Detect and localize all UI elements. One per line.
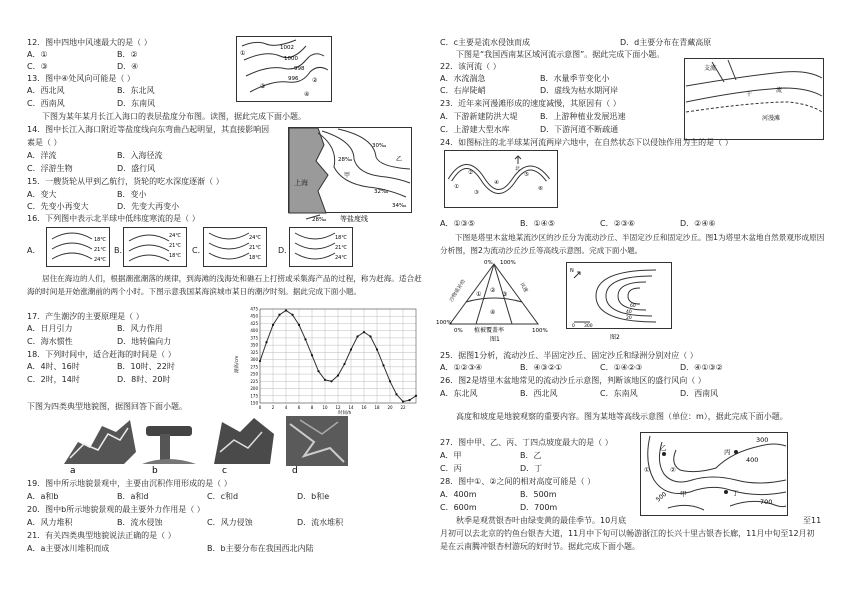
q25-D[interactable]: D．④①③②: [680, 363, 723, 372]
dune-caption: 图2: [610, 334, 620, 340]
salinity-legend-label: 等盐度线: [340, 215, 368, 223]
intro-27: 高度和坡度是地貌观察的重要内容。图为某地等高线示意图（单位：m），据此完成下面小题。: [456, 412, 788, 421]
q12-B[interactable]: B．②: [117, 50, 138, 59]
tide-y-tick: 200: [250, 386, 258, 392]
q16-B[interactable]: B．: [114, 246, 128, 255]
q14-cont: 素是（ ）: [27, 138, 62, 147]
tide-y-tick: 375: [250, 335, 258, 341]
q20-B[interactable]: B．流水侵蚀: [117, 518, 163, 527]
q24-C[interactable]: C．②③⑥: [600, 219, 636, 228]
tide-x-tick: 16: [361, 405, 367, 410]
salinity-34: 34‰: [392, 203, 407, 209]
contour-ding: 丁: [732, 489, 739, 497]
tide-point: [415, 395, 417, 397]
contour-bing: 丙: [724, 448, 731, 456]
q16-B-t1: 24℃: [169, 233, 181, 239]
intro-14: 下图为某年某月长江入海口的表层盐度分布图。读图，据此完成下面小题。: [42, 112, 306, 121]
intro-17: 居住在海边的人们，根据潮涨潮落的规律，到海滩的浅海处和礁石上打捞或采集海产品的过程，称为赶海。适合赶海的时间是开始涨潮前的两个小时。下图示意我国某海滨城市某日的潮汐时刻。据此完成下面小题。: [27, 274, 422, 296]
triangle-br-100: 100%: [532, 328, 548, 334]
q19-A[interactable]: A．a和b: [27, 492, 59, 501]
q23-A[interactable]: A．下游新建防洪大堤: [440, 112, 518, 121]
tide-point: [382, 364, 384, 366]
q16-A[interactable]: A．: [27, 246, 41, 255]
contour-yi: 乙: [660, 444, 667, 452]
dune-scale-300: 300: [584, 324, 593, 329]
q27-A[interactable]: A．甲: [440, 451, 462, 460]
intro-29-d: 是在云南腾冲银杏村游玩的好时节。据此完成下面小题。: [440, 542, 640, 551]
q28-D[interactable]: D．700m: [520, 503, 558, 512]
q25-A[interactable]: A．①②③④: [440, 363, 483, 372]
q22: 22．该河流（ ）: [440, 62, 501, 71]
q20-C[interactable]: C．风力侵蚀: [207, 518, 253, 527]
isobar-point-2: ②: [312, 77, 318, 84]
dune-contour-60: 60: [630, 304, 636, 309]
meander-point-4: ④: [494, 180, 499, 186]
triangle-vegetation: 植被覆盖率: [474, 327, 505, 334]
q28: 28．图中①、②之间的相对高度可能是（ ）: [440, 477, 596, 486]
tide-x-tick: 20: [387, 405, 393, 410]
tide-x-tick: 14: [348, 405, 354, 410]
q28-B[interactable]: B．500m: [520, 490, 557, 499]
q20: 20．图中b所示地貌景观的最主要外力作用是（ ）: [27, 505, 205, 514]
triangle-wind: 风速: [518, 281, 529, 294]
q18: 18．下列时间中，适合赶海的时间是（ ）: [27, 350, 176, 359]
q21-A[interactable]: A．a主要冰川堆积而成: [27, 544, 110, 553]
landform-b: [142, 426, 196, 464]
q16-figure-D: [289, 227, 353, 267]
river-tributary: 支流: [704, 65, 717, 72]
tide-point: [363, 331, 365, 333]
q16-D-t2: 21℃: [335, 245, 347, 251]
intro-29-a: 秋季是观赏银杏叶由绿变黄的最佳季节。10月底: [456, 516, 627, 525]
landform-label-c: c: [222, 466, 227, 474]
q23-B[interactable]: B．上游种植业发展迅速: [540, 112, 626, 121]
landform-label-d: d: [292, 466, 298, 474]
q13-A[interactable]: A．西北风: [27, 86, 65, 95]
tide-point: [278, 314, 280, 316]
q19-D[interactable]: D．b和e: [297, 492, 330, 501]
q26-B[interactable]: B．西北风: [520, 389, 558, 398]
q17-C[interactable]: C．海水惯性: [27, 337, 73, 346]
tide-point: [259, 360, 261, 362]
tide-y-tick: 475: [250, 306, 258, 312]
contour-bing-dot: [734, 450, 738, 454]
triangle-top-0: 0%: [484, 260, 493, 266]
q16-B-t2: 21℃: [169, 243, 181, 249]
q16-figure-A: [46, 227, 110, 267]
isobar-label-996: 996: [288, 76, 299, 82]
q14-D[interactable]: D．盛行风: [117, 164, 156, 173]
dune-scale-0: 0: [572, 324, 575, 329]
tide-chart: [232, 303, 428, 415]
intro-29-b: 至11: [803, 516, 822, 525]
landform-a: [64, 420, 136, 464]
river-floodplain: 河漫滩: [762, 115, 781, 122]
tide-point: [376, 348, 378, 350]
q12-A[interactable]: A．①: [27, 50, 48, 59]
tide-y-tick: 400: [250, 328, 258, 334]
dune-figure: [566, 262, 672, 340]
landform-figure: [64, 412, 354, 474]
tide-point: [311, 354, 313, 356]
q16-A-t1: 18℃: [94, 237, 106, 243]
salinity-legend-value: 28‰: [312, 217, 327, 223]
tide-x-tick: 4: [284, 405, 288, 410]
tide-point: [324, 379, 326, 381]
salinity-jia: 甲: [344, 172, 351, 179]
tide-y-tick: 225: [250, 378, 258, 384]
contour-ding-dot: [724, 490, 728, 494]
meander-point-3: ③: [474, 190, 479, 196]
meander-point-2: ②: [468, 170, 473, 176]
q26-A[interactable]: A．东北风: [440, 389, 478, 398]
tide-x-label: 时间/h: [338, 411, 352, 415]
q16-figure-B: [123, 227, 187, 267]
q24-A[interactable]: A．①③⑤: [440, 219, 475, 228]
q14: 14．图中长江入海口附近等盐度线向东弯曲凸起明显，其直接影响因: [27, 125, 270, 134]
q21-D[interactable]: D．d主要分布在青藏高原: [620, 38, 712, 47]
contour-yi-dot: [662, 452, 666, 456]
river-figure: [684, 58, 824, 140]
contour-jia: 甲: [680, 490, 687, 498]
meander-north: 北: [515, 166, 521, 172]
landform-d: [286, 416, 348, 466]
dune-north: N: [570, 268, 574, 274]
dune-contour-20: 20: [626, 316, 632, 321]
q18-B[interactable]: B．10时、22时: [117, 362, 175, 371]
tide-y-tick: 425: [250, 320, 258, 326]
tide-x-tick: 6: [297, 405, 301, 410]
triangle-zone-3: ③: [502, 291, 508, 298]
q21-B[interactable]: B．b主要分布在我国西北内陆: [207, 544, 314, 553]
contour-300: 300: [756, 436, 769, 444]
q16-C-t2: 21℃: [249, 245, 261, 251]
dune-contour-40: 40: [626, 310, 632, 315]
q13: 13．图中④处风向可能是（ ）: [27, 74, 135, 83]
tide-point: [402, 400, 404, 402]
contour-figure: [640, 432, 788, 516]
q22-C[interactable]: C．右岸陡峭: [440, 86, 486, 95]
q28-A[interactable]: A．400m: [440, 490, 477, 499]
q26: 26．图2是塔里木盆地常见的流动沙丘示意图，判断该地区的盛行风向（ ）: [440, 376, 706, 385]
q15: 15．一艘货轮从甲到乙航行，货轮的吃水深度逐渐（ ）: [27, 177, 224, 186]
tide-x-tick: 12: [335, 405, 341, 410]
q25-C[interactable]: C．①④②③: [600, 363, 643, 372]
tide-point: [408, 399, 410, 401]
tide-x-tick: 18: [374, 405, 380, 410]
q17-B[interactable]: B．风力作用: [117, 324, 163, 333]
tide-y-label: 潮高/cm: [235, 355, 240, 373]
q24-D[interactable]: D．②④⑥: [680, 219, 716, 228]
triangle-top-100: 100%: [500, 260, 516, 266]
q14-A[interactable]: A．洋流: [27, 151, 57, 160]
q15-C[interactable]: C．先变小再变大: [27, 202, 89, 211]
triangle-sand-supply: 沙物质补给: [448, 278, 467, 304]
q14-C[interactable]: C．浮游生物: [27, 164, 73, 173]
tide-y-tick: 325: [250, 349, 258, 355]
q16-C-t1: 24℃: [249, 235, 261, 241]
tide-point: [389, 380, 391, 382]
triangle-zone-2: ②: [490, 287, 496, 294]
salinity-yi: 乙: [396, 156, 403, 163]
isobar-label-1002: 1002: [280, 45, 294, 51]
q15-D[interactable]: D．先变大再变小: [117, 202, 180, 211]
q13-B[interactable]: B．东北风: [117, 86, 155, 95]
q16-figure-C: [203, 227, 267, 267]
tide-point: [356, 335, 358, 337]
tide-x-tick: 8: [310, 405, 314, 410]
tide-x-tick: 10: [322, 405, 328, 410]
tide-point: [317, 370, 319, 372]
tide-y-tick: 300: [250, 357, 258, 363]
q19: 19．图中所示地貌景观中，主要由沉积作用形成的是（ ）: [27, 479, 232, 488]
tide-point: [265, 341, 267, 343]
triangle-zone-4: ④: [490, 309, 496, 316]
q27-C[interactable]: C．丙: [440, 464, 462, 473]
salinity-30: 30‰: [372, 143, 387, 149]
q15-B[interactable]: B．变小: [117, 190, 147, 199]
q16-D-t3: 24℃: [335, 255, 347, 261]
q12-C[interactable]: C．③: [27, 62, 48, 71]
q22-B[interactable]: B．水量季节变化小: [540, 74, 610, 83]
tide-point: [369, 335, 371, 337]
q21-C[interactable]: C．c主要是流水侵蚀而成: [440, 38, 530, 47]
tide-point: [304, 338, 306, 340]
q13-C[interactable]: C．西南风: [27, 99, 65, 108]
tide-x-tick: 22: [400, 405, 406, 410]
q19-B[interactable]: B．a和d: [117, 492, 149, 501]
tide-y-tick: 350: [250, 342, 258, 348]
tide-point: [330, 380, 332, 382]
q22-D[interactable]: D．虚线为枯水期河岸: [540, 86, 619, 95]
tide-point: [285, 309, 287, 311]
q18-D[interactable]: D．8时、20时: [117, 375, 171, 384]
triangle-bottom-0: 0%: [454, 328, 463, 334]
salinity-32: 32‰: [374, 189, 389, 195]
q16: 16．下列图中表示北半球中低纬度寒流的是（ ）: [27, 214, 200, 223]
contour-point-2: ②: [670, 466, 676, 474]
isobar-figure: [236, 36, 332, 102]
contour-400: 400: [746, 456, 759, 464]
q12-D[interactable]: D．④: [117, 62, 139, 71]
q16-C-t3: 18℃: [249, 255, 261, 261]
salinity-shanghai: 上海: [294, 179, 308, 187]
q23: 23．近年来河漫滩形成的速度减慢，其原因有（ ）: [440, 99, 621, 108]
isobar-point-3: ③: [260, 83, 266, 90]
q18-A[interactable]: A．4时、16时: [27, 362, 80, 371]
contour-700: 700: [760, 498, 773, 506]
q28-C[interactable]: C．600m: [440, 503, 477, 512]
contour-500: 500: [654, 490, 669, 504]
q16-A-t2: 21℃: [94, 247, 106, 253]
q23-C[interactable]: C．上游建大型水库: [440, 125, 510, 134]
q27-B[interactable]: B．乙: [520, 451, 542, 460]
tide-point: [298, 324, 300, 326]
tide-point: [350, 348, 352, 350]
q15-A[interactable]: A．变大: [27, 190, 57, 199]
tide-y-ticks: [250, 307, 258, 406]
tide-y-tick: 175: [250, 393, 258, 399]
tide-grid: [260, 309, 416, 403]
meander-figure: [444, 150, 558, 208]
q17: 17．产生潮汐的主要原理是（ ）: [27, 312, 144, 321]
tide-point: [395, 393, 397, 395]
q25-B[interactable]: B．④③②①: [520, 363, 563, 372]
tide-point: [272, 324, 274, 326]
isobar-point-4: ④: [304, 91, 310, 98]
isobar-label-1000: 1000: [284, 56, 298, 62]
q12: 12．图中四地中风速最大的是（ ）: [27, 38, 152, 47]
meander-point-6: ⑥: [538, 186, 543, 192]
tide-point: [337, 374, 339, 376]
triangle-caption: 图1: [490, 336, 500, 342]
intro-29-c: 月初可以去北京的钓鱼台银杏大道，11月中下旬可以畅游浙江的长兴十里古银杏长廊，11月中旬至12月初: [440, 529, 815, 538]
q17-A[interactable]: A．日月引力: [27, 324, 73, 333]
tide-point: [343, 363, 345, 365]
triangle-figure: [436, 258, 554, 342]
q24: 24．如图标注的北半球某河流两岸六地中，在自然状态下以侵蚀作用为主的是（ ）: [440, 138, 733, 147]
q16-B-t3: 18℃: [169, 253, 181, 259]
q18-C[interactable]: C．2时，14时: [27, 375, 80, 384]
q19-C[interactable]: C．c和d: [207, 492, 239, 501]
q16-D-t1: 18℃: [335, 235, 347, 241]
q25: 25．据图1分析，流动沙丘、半固定沙丘、固定沙丘和绿洲分别对应（ ）: [440, 351, 698, 360]
q21: 21．有关四类典型地貌说法正确的是（ ）: [27, 531, 176, 540]
q23-D[interactable]: D．下游河道不断疏通: [540, 125, 619, 134]
q16-C[interactable]: C．: [192, 246, 206, 255]
landform-label-a: a: [70, 466, 76, 474]
tide-y-tick: 275: [250, 364, 258, 370]
isobar-point-1: ①: [240, 50, 246, 57]
tide-y-tick: 150: [250, 400, 258, 406]
q20-D[interactable]: D．流水堆积: [297, 518, 344, 527]
intro-25: 下图是塔里木盆地某流沙区的沙丘分为流动沙丘、半固定沙丘和固定沙丘。图1为塔里木盆地自然景观形成原因分析图，图2为流动沙丘沙丘等高线示意图。完成下面小题。: [440, 233, 825, 255]
q13-D[interactable]: D．东南风: [117, 99, 156, 108]
tide-x-ticks: [259, 405, 406, 410]
q27: 27．图中甲、乙、丙、丁四点坡度最大的是（ ）: [440, 438, 613, 447]
q14-B[interactable]: B．入海径流: [117, 151, 163, 160]
q27-D[interactable]: D．丁: [520, 464, 543, 473]
landform-label-b: b: [152, 466, 158, 474]
tide-y-tick: 250: [250, 371, 258, 377]
isobar-label-998: 998: [294, 66, 305, 72]
river-main-1: 干: [746, 91, 753, 98]
intro-22: 下图是“我国西南某区域河流示意图”。据此完成下面小题。: [456, 50, 665, 59]
q17-D[interactable]: D．地转偏向力: [117, 337, 172, 346]
tide-y-tick: 450: [250, 313, 258, 319]
q16-D[interactable]: D．: [278, 246, 293, 255]
triangle-bl-100: 100%: [436, 320, 452, 326]
q16-A-t3: 24℃: [94, 257, 106, 263]
q26-C[interactable]: C．东南风: [600, 389, 638, 398]
meander-point-5: ⑤: [524, 172, 529, 178]
intro-19: 下图为四类典型地貌图，据图回答下面小题。: [27, 402, 187, 411]
landform-c: [214, 418, 274, 464]
q26-D[interactable]: D．西南风: [680, 389, 719, 398]
contour-point-1: ①: [644, 466, 650, 474]
triangle-zone-1: ①: [476, 291, 482, 298]
tide-point: [291, 314, 293, 316]
tide-x-tick: 2: [271, 405, 275, 410]
meander-point-1: ①: [454, 184, 459, 190]
q24-B[interactable]: B．①④⑤: [520, 219, 556, 228]
q20-A[interactable]: A．风力堆积: [27, 518, 73, 527]
tide-x-tick: 0: [258, 405, 262, 410]
salinity-28: 28‰: [338, 157, 353, 163]
salinity-figure: [288, 127, 412, 223]
river-main-2: 流: [776, 87, 783, 94]
q22-A[interactable]: A．水流湍急: [440, 74, 486, 83]
